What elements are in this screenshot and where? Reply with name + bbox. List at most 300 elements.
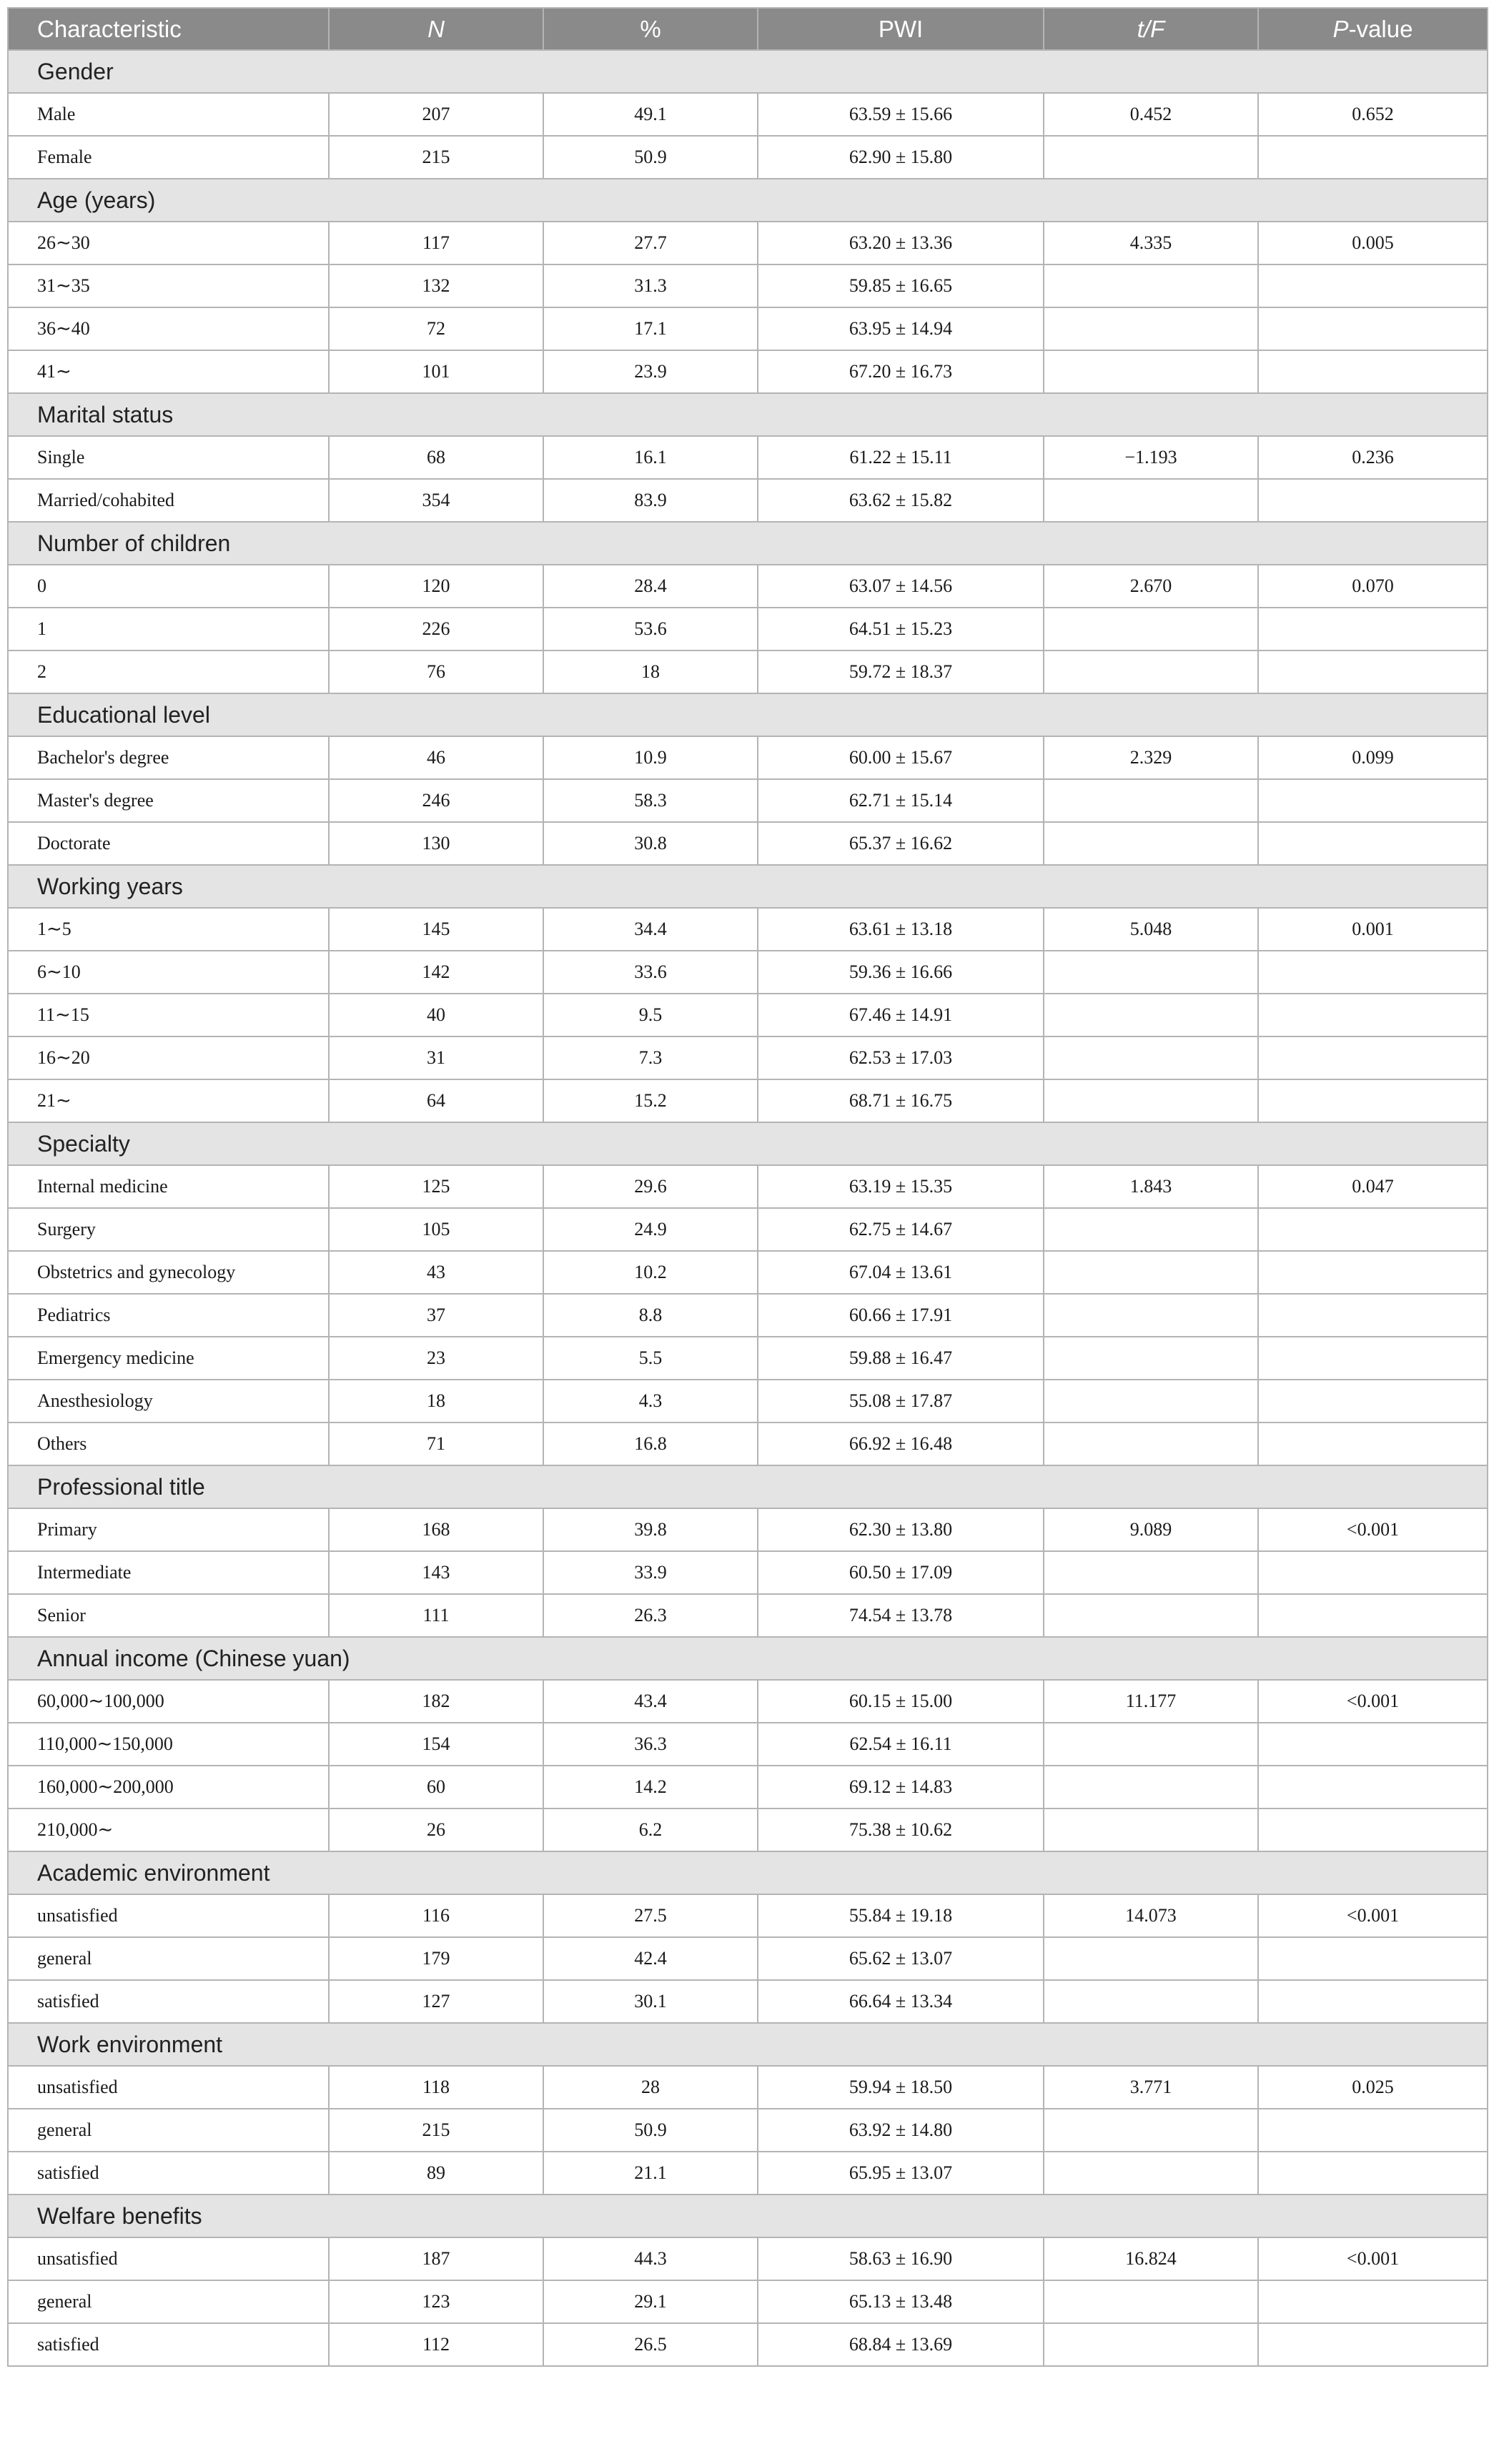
p-value-cell bbox=[1258, 1079, 1488, 1122]
n-cell: 154 bbox=[329, 1723, 543, 1766]
p-value-cell bbox=[1258, 264, 1488, 307]
n-cell: 26 bbox=[329, 1809, 543, 1851]
category-cell: 2 bbox=[8, 650, 329, 693]
pwi-cell: 58.63 ± 16.90 bbox=[758, 2237, 1044, 2280]
pwi-cell: 60.15 ± 15.00 bbox=[758, 1680, 1044, 1723]
t-f-cell bbox=[1044, 1980, 1258, 2023]
group-row bbox=[8, 522, 1488, 565]
n-cell: 72 bbox=[329, 307, 543, 350]
group-title: Working years bbox=[8, 865, 1488, 908]
pwi-cell: 59.72 ± 18.37 bbox=[758, 650, 1044, 693]
group-title: Age (years) bbox=[8, 179, 1488, 222]
percent-cell: 16.1 bbox=[543, 436, 758, 479]
n-cell: 116 bbox=[329, 1894, 543, 1937]
t-f-cell bbox=[1044, 136, 1258, 179]
percent-cell: 30.1 bbox=[543, 1980, 758, 2023]
pwi-cell: 62.90 ± 15.80 bbox=[758, 136, 1044, 179]
pwi-cell: 61.22 ± 15.11 bbox=[758, 436, 1044, 479]
percent-cell: 34.4 bbox=[543, 908, 758, 951]
table-row bbox=[8, 2323, 1488, 2366]
percent-cell: 42.4 bbox=[543, 1937, 758, 1980]
p-value-cell bbox=[1258, 479, 1488, 522]
category-cell: general bbox=[8, 2280, 329, 2323]
table-row bbox=[8, 994, 1488, 1036]
group-row bbox=[8, 1637, 1488, 1680]
n-cell: 46 bbox=[329, 736, 543, 779]
t-f-cell bbox=[1044, 350, 1258, 393]
p-value-cell bbox=[1258, 1423, 1488, 1465]
t-f-cell: 5.048 bbox=[1044, 908, 1258, 951]
table-row bbox=[8, 2066, 1488, 2109]
percent-cell: 6.2 bbox=[543, 1809, 758, 1851]
p-value-cell bbox=[1258, 608, 1488, 650]
table-row bbox=[8, 1766, 1488, 1809]
n-cell: 71 bbox=[329, 1423, 543, 1465]
n-cell: 76 bbox=[329, 650, 543, 693]
t-f-cell bbox=[1044, 1723, 1258, 1766]
percent-cell: 30.8 bbox=[543, 822, 758, 865]
n-cell: 215 bbox=[329, 2109, 543, 2152]
group-title: Welfare benefits bbox=[8, 2195, 1488, 2237]
header-n bbox=[329, 8, 543, 50]
header-text: N bbox=[427, 15, 445, 42]
p-value-cell bbox=[1258, 994, 1488, 1036]
table-row bbox=[8, 822, 1488, 865]
percent-cell: 53.6 bbox=[543, 608, 758, 650]
n-cell: 23 bbox=[329, 1337, 543, 1380]
pwi-cell: 63.92 ± 14.80 bbox=[758, 2109, 1044, 2152]
header-t-f bbox=[1044, 8, 1258, 50]
p-value-cell: 0.025 bbox=[1258, 2066, 1488, 2109]
n-cell: 64 bbox=[329, 1079, 543, 1122]
pwi-cell: 55.08 ± 17.87 bbox=[758, 1380, 1044, 1423]
n-cell: 68 bbox=[329, 436, 543, 479]
category-cell: 110,000∼150,000 bbox=[8, 1723, 329, 1766]
n-cell: 127 bbox=[329, 1980, 543, 2023]
percent-cell: 10.9 bbox=[543, 736, 758, 779]
p-value-cell bbox=[1258, 2109, 1488, 2152]
category-cell: Single bbox=[8, 436, 329, 479]
percent-cell: 8.8 bbox=[543, 1294, 758, 1337]
pwi-cell: 67.46 ± 14.91 bbox=[758, 994, 1044, 1036]
t-f-cell: 2.329 bbox=[1044, 736, 1258, 779]
percent-cell: 24.9 bbox=[543, 1208, 758, 1251]
table-row bbox=[8, 1208, 1488, 1251]
table-row bbox=[8, 779, 1488, 822]
percent-cell: 27.5 bbox=[543, 1894, 758, 1937]
pwi-cell: 74.54 ± 13.78 bbox=[758, 1594, 1044, 1637]
percent-cell: 23.9 bbox=[543, 350, 758, 393]
characteristics-table bbox=[7, 7, 1488, 2367]
pwi-cell: 63.20 ± 13.36 bbox=[758, 222, 1044, 264]
table-row bbox=[8, 307, 1488, 350]
category-cell: 0 bbox=[8, 565, 329, 608]
pwi-cell: 68.84 ± 13.69 bbox=[758, 2323, 1044, 2366]
header-p-value bbox=[1258, 8, 1488, 50]
t-f-cell bbox=[1044, 307, 1258, 350]
t-f-cell bbox=[1044, 2280, 1258, 2323]
p-value-cell bbox=[1258, 1337, 1488, 1380]
category-cell: Primary bbox=[8, 1508, 329, 1551]
p-value-cell bbox=[1258, 1766, 1488, 1809]
t-f-cell: −1.193 bbox=[1044, 436, 1258, 479]
p-value-cell bbox=[1258, 1251, 1488, 1294]
percent-cell: 50.9 bbox=[543, 2109, 758, 2152]
table-header bbox=[8, 8, 1488, 50]
n-cell: 215 bbox=[329, 136, 543, 179]
group-row bbox=[8, 50, 1488, 93]
p-value-cell: 0.236 bbox=[1258, 436, 1488, 479]
header-text: % bbox=[640, 15, 661, 42]
t-f-cell bbox=[1044, 1937, 1258, 1980]
table-row bbox=[8, 1680, 1488, 1723]
t-f-cell bbox=[1044, 1809, 1258, 1851]
p-value-cell bbox=[1258, 1294, 1488, 1337]
category-cell: Female bbox=[8, 136, 329, 179]
category-cell: satisfied bbox=[8, 2152, 329, 2195]
p-value-cell: <0.001 bbox=[1258, 1680, 1488, 1723]
percent-cell: 10.2 bbox=[543, 1251, 758, 1294]
pwi-cell: 62.53 ± 17.03 bbox=[758, 1036, 1044, 1079]
percent-cell: 31.3 bbox=[543, 264, 758, 307]
group-row bbox=[8, 693, 1488, 736]
p-value-cell: <0.001 bbox=[1258, 1894, 1488, 1937]
table-row bbox=[8, 222, 1488, 264]
category-cell: Surgery bbox=[8, 1208, 329, 1251]
n-cell: 123 bbox=[329, 2280, 543, 2323]
t-f-cell bbox=[1044, 479, 1258, 522]
p-value-cell: 0.652 bbox=[1258, 93, 1488, 136]
percent-cell: 27.7 bbox=[543, 222, 758, 264]
n-cell: 168 bbox=[329, 1508, 543, 1551]
table-row bbox=[8, 1594, 1488, 1637]
t-f-cell: 16.824 bbox=[1044, 2237, 1258, 2280]
n-cell: 18 bbox=[329, 1380, 543, 1423]
category-cell: Married/cohabited bbox=[8, 479, 329, 522]
pwi-cell: 59.94 ± 18.50 bbox=[758, 2066, 1044, 2109]
group-row bbox=[8, 179, 1488, 222]
t-f-cell bbox=[1044, 779, 1258, 822]
t-f-cell: 9.089 bbox=[1044, 1508, 1258, 1551]
group-title: Educational level bbox=[8, 693, 1488, 736]
p-value-cell bbox=[1258, 1594, 1488, 1637]
pwi-cell: 67.04 ± 13.61 bbox=[758, 1251, 1044, 1294]
t-f-cell bbox=[1044, 1251, 1258, 1294]
pwi-cell: 63.19 ± 15.35 bbox=[758, 1165, 1044, 1208]
t-f-cell: 14.073 bbox=[1044, 1894, 1258, 1937]
percent-cell: 21.1 bbox=[543, 2152, 758, 2195]
n-cell: 187 bbox=[329, 2237, 543, 2280]
p-value-cell bbox=[1258, 1551, 1488, 1594]
category-cell: 16∼20 bbox=[8, 1036, 329, 1079]
n-cell: 354 bbox=[329, 479, 543, 522]
header-text: P bbox=[1332, 15, 1349, 42]
p-value-cell bbox=[1258, 1208, 1488, 1251]
category-cell: 210,000∼ bbox=[8, 1809, 329, 1851]
category-cell: 60,000∼100,000 bbox=[8, 1680, 329, 1723]
t-f-cell bbox=[1044, 1337, 1258, 1380]
p-value-cell bbox=[1258, 2280, 1488, 2323]
p-value-cell bbox=[1258, 1937, 1488, 1980]
t-f-cell bbox=[1044, 1208, 1258, 1251]
category-cell: Senior bbox=[8, 1594, 329, 1637]
t-f-cell bbox=[1044, 1423, 1258, 1465]
t-f-cell bbox=[1044, 650, 1258, 693]
group-title: Professional title bbox=[8, 1465, 1488, 1508]
p-value-cell bbox=[1258, 1809, 1488, 1851]
category-cell: 160,000∼200,000 bbox=[8, 1766, 329, 1809]
group-row bbox=[8, 2023, 1488, 2066]
pwi-cell: 60.00 ± 15.67 bbox=[758, 736, 1044, 779]
pwi-cell: 67.20 ± 16.73 bbox=[758, 350, 1044, 393]
pwi-cell: 66.64 ± 13.34 bbox=[758, 1980, 1044, 2023]
group-row bbox=[8, 393, 1488, 436]
group-row bbox=[8, 1851, 1488, 1894]
pwi-cell: 62.54 ± 16.11 bbox=[758, 1723, 1044, 1766]
header-pwi bbox=[758, 8, 1044, 50]
pwi-cell: 63.61 ± 13.18 bbox=[758, 908, 1044, 951]
t-f-cell bbox=[1044, 1079, 1258, 1122]
percent-cell: 29.1 bbox=[543, 2280, 758, 2323]
t-f-cell bbox=[1044, 2152, 1258, 2195]
table-row bbox=[8, 264, 1488, 307]
n-cell: 118 bbox=[329, 2066, 543, 2109]
pwi-cell: 59.88 ± 16.47 bbox=[758, 1337, 1044, 1380]
table-row bbox=[8, 1165, 1488, 1208]
t-f-cell: 2.670 bbox=[1044, 565, 1258, 608]
percent-cell: 16.8 bbox=[543, 1423, 758, 1465]
p-value-cell bbox=[1258, 1380, 1488, 1423]
t-f-cell bbox=[1044, 264, 1258, 307]
header-percent bbox=[543, 8, 758, 50]
t-f-cell bbox=[1044, 1594, 1258, 1637]
n-cell: 145 bbox=[329, 908, 543, 951]
table-row bbox=[8, 908, 1488, 951]
t-f-cell: 3.771 bbox=[1044, 2066, 1258, 2109]
group-title: Number of children bbox=[8, 522, 1488, 565]
table-row bbox=[8, 1723, 1488, 1766]
n-cell: 226 bbox=[329, 608, 543, 650]
percent-cell: 28.4 bbox=[543, 565, 758, 608]
p-value-cell: 0.099 bbox=[1258, 736, 1488, 779]
table-row bbox=[8, 608, 1488, 650]
p-value-cell: 0.005 bbox=[1258, 222, 1488, 264]
p-value-cell bbox=[1258, 136, 1488, 179]
group-row bbox=[8, 1465, 1488, 1508]
table-row bbox=[8, 2237, 1488, 2280]
table-row bbox=[8, 2109, 1488, 2152]
n-cell: 37 bbox=[329, 1294, 543, 1337]
table-row bbox=[8, 2280, 1488, 2323]
n-cell: 120 bbox=[329, 565, 543, 608]
group-title: Annual income (Chinese yuan) bbox=[8, 1637, 1488, 1680]
t-f-cell: 0.452 bbox=[1044, 93, 1258, 136]
table-row bbox=[8, 565, 1488, 608]
n-cell: 132 bbox=[329, 264, 543, 307]
table-row bbox=[8, 1380, 1488, 1423]
t-f-cell bbox=[1044, 1036, 1258, 1079]
group-title: Academic environment bbox=[8, 1851, 1488, 1894]
pwi-cell: 68.71 ± 16.75 bbox=[758, 1079, 1044, 1122]
category-cell: Intermediate bbox=[8, 1551, 329, 1594]
n-cell: 105 bbox=[329, 1208, 543, 1251]
table-row bbox=[8, 1294, 1488, 1337]
percent-cell: 58.3 bbox=[543, 779, 758, 822]
pwi-cell: 59.36 ± 16.66 bbox=[758, 951, 1044, 994]
table-row bbox=[8, 1251, 1488, 1294]
t-f-cell bbox=[1044, 1551, 1258, 1594]
percent-cell: 33.9 bbox=[543, 1551, 758, 1594]
percent-cell: 26.3 bbox=[543, 1594, 758, 1637]
pwi-cell: 55.84 ± 19.18 bbox=[758, 1894, 1044, 1937]
table-row bbox=[8, 136, 1488, 179]
n-cell: 130 bbox=[329, 822, 543, 865]
t-f-cell bbox=[1044, 994, 1258, 1036]
header-row bbox=[8, 8, 1488, 50]
n-cell: 125 bbox=[329, 1165, 543, 1208]
category-cell: Others bbox=[8, 1423, 329, 1465]
category-cell: 21∼ bbox=[8, 1079, 329, 1122]
p-value-cell bbox=[1258, 307, 1488, 350]
percent-cell: 33.6 bbox=[543, 951, 758, 994]
category-cell: 11∼15 bbox=[8, 994, 329, 1036]
group-row bbox=[8, 1122, 1488, 1165]
category-cell: unsatisfied bbox=[8, 2237, 329, 2280]
p-value-cell bbox=[1258, 1980, 1488, 2023]
header-text: PWI bbox=[878, 15, 924, 42]
percent-cell: 18 bbox=[543, 650, 758, 693]
p-value-cell bbox=[1258, 951, 1488, 994]
category-cell: general bbox=[8, 1937, 329, 1980]
n-cell: 143 bbox=[329, 1551, 543, 1594]
category-cell: Obstetrics and gynecology bbox=[8, 1251, 329, 1294]
t-f-cell bbox=[1044, 2323, 1258, 2366]
t-f-cell bbox=[1044, 1766, 1258, 1809]
table-row bbox=[8, 951, 1488, 994]
header-suffix: -value bbox=[1348, 15, 1413, 42]
category-cell: satisfied bbox=[8, 1980, 329, 2023]
pwi-cell: 69.12 ± 14.83 bbox=[758, 1766, 1044, 1809]
p-value-cell bbox=[1258, 2323, 1488, 2366]
pwi-cell: 65.62 ± 13.07 bbox=[758, 1937, 1044, 1980]
pwi-cell: 62.30 ± 13.80 bbox=[758, 1508, 1044, 1551]
pwi-cell: 60.66 ± 17.91 bbox=[758, 1294, 1044, 1337]
pwi-cell: 65.37 ± 16.62 bbox=[758, 822, 1044, 865]
n-cell: 89 bbox=[329, 2152, 543, 2195]
table-body bbox=[8, 50, 1488, 2366]
pwi-cell: 66.92 ± 16.48 bbox=[758, 1423, 1044, 1465]
percent-cell: 15.2 bbox=[543, 1079, 758, 1122]
n-cell: 40 bbox=[329, 994, 543, 1036]
percent-cell: 29.6 bbox=[543, 1165, 758, 1208]
n-cell: 101 bbox=[329, 350, 543, 393]
group-row bbox=[8, 865, 1488, 908]
p-value-cell bbox=[1258, 1036, 1488, 1079]
table-row bbox=[8, 736, 1488, 779]
t-f-cell bbox=[1044, 1294, 1258, 1337]
n-cell: 179 bbox=[329, 1937, 543, 1980]
percent-cell: 28 bbox=[543, 2066, 758, 2109]
pwi-cell: 65.13 ± 13.48 bbox=[758, 2280, 1044, 2323]
header-text: Characteristic bbox=[37, 15, 182, 42]
category-cell: unsatisfied bbox=[8, 1894, 329, 1937]
table-row bbox=[8, 1894, 1488, 1937]
p-value-cell bbox=[1258, 1723, 1488, 1766]
group-title: Gender bbox=[8, 50, 1488, 93]
pwi-cell: 59.85 ± 16.65 bbox=[758, 264, 1044, 307]
percent-cell: 26.5 bbox=[543, 2323, 758, 2366]
category-cell: Doctorate bbox=[8, 822, 329, 865]
percent-cell: 9.5 bbox=[543, 994, 758, 1036]
p-value-cell bbox=[1258, 350, 1488, 393]
table-row bbox=[8, 1337, 1488, 1380]
category-cell: Master's degree bbox=[8, 779, 329, 822]
percent-cell: 4.3 bbox=[543, 1380, 758, 1423]
t-f-cell bbox=[1044, 1380, 1258, 1423]
p-value-cell: <0.001 bbox=[1258, 1508, 1488, 1551]
n-cell: 207 bbox=[329, 93, 543, 136]
table-row bbox=[8, 350, 1488, 393]
table-row bbox=[8, 1508, 1488, 1551]
table-row bbox=[8, 1036, 1488, 1079]
n-cell: 117 bbox=[329, 222, 543, 264]
table-row bbox=[8, 1980, 1488, 2023]
category-cell: Internal medicine bbox=[8, 1165, 329, 1208]
header-characteristic bbox=[8, 8, 329, 50]
pwi-cell: 63.62 ± 15.82 bbox=[758, 479, 1044, 522]
category-cell: 41∼ bbox=[8, 350, 329, 393]
percent-cell: 50.9 bbox=[543, 136, 758, 179]
t-f-cell bbox=[1044, 951, 1258, 994]
category-cell: 1∼5 bbox=[8, 908, 329, 951]
pwi-cell: 60.50 ± 17.09 bbox=[758, 1551, 1044, 1594]
p-value-cell bbox=[1258, 779, 1488, 822]
pwi-cell: 65.95 ± 13.07 bbox=[758, 2152, 1044, 2195]
table-row bbox=[8, 93, 1488, 136]
category-cell: 1 bbox=[8, 608, 329, 650]
pwi-cell: 75.38 ± 10.62 bbox=[758, 1809, 1044, 1851]
table-row bbox=[8, 479, 1488, 522]
percent-cell: 36.3 bbox=[543, 1723, 758, 1766]
p-value-cell bbox=[1258, 822, 1488, 865]
category-cell: Male bbox=[8, 93, 329, 136]
percent-cell: 44.3 bbox=[543, 2237, 758, 2280]
percent-cell: 17.1 bbox=[543, 307, 758, 350]
table-row bbox=[8, 436, 1488, 479]
n-cell: 43 bbox=[329, 1251, 543, 1294]
category-cell: Anesthesiology bbox=[8, 1380, 329, 1423]
percent-cell: 14.2 bbox=[543, 1766, 758, 1809]
p-value-cell: 0.070 bbox=[1258, 565, 1488, 608]
header-text: t/F bbox=[1137, 15, 1165, 42]
n-cell: 112 bbox=[329, 2323, 543, 2366]
p-value-cell: 0.001 bbox=[1258, 908, 1488, 951]
t-f-cell: 1.843 bbox=[1044, 1165, 1258, 1208]
category-cell: Emergency medicine bbox=[8, 1337, 329, 1380]
p-value-cell: 0.047 bbox=[1258, 1165, 1488, 1208]
pwi-cell: 63.95 ± 14.94 bbox=[758, 307, 1044, 350]
n-cell: 246 bbox=[329, 779, 543, 822]
percent-cell: 83.9 bbox=[543, 479, 758, 522]
table-row bbox=[8, 2152, 1488, 2195]
p-value-cell bbox=[1258, 2152, 1488, 2195]
category-cell: general bbox=[8, 2109, 329, 2152]
t-f-cell bbox=[1044, 608, 1258, 650]
n-cell: 111 bbox=[329, 1594, 543, 1637]
category-cell: Pediatrics bbox=[8, 1294, 329, 1337]
t-f-cell: 11.177 bbox=[1044, 1680, 1258, 1723]
pwi-cell: 62.71 ± 15.14 bbox=[758, 779, 1044, 822]
